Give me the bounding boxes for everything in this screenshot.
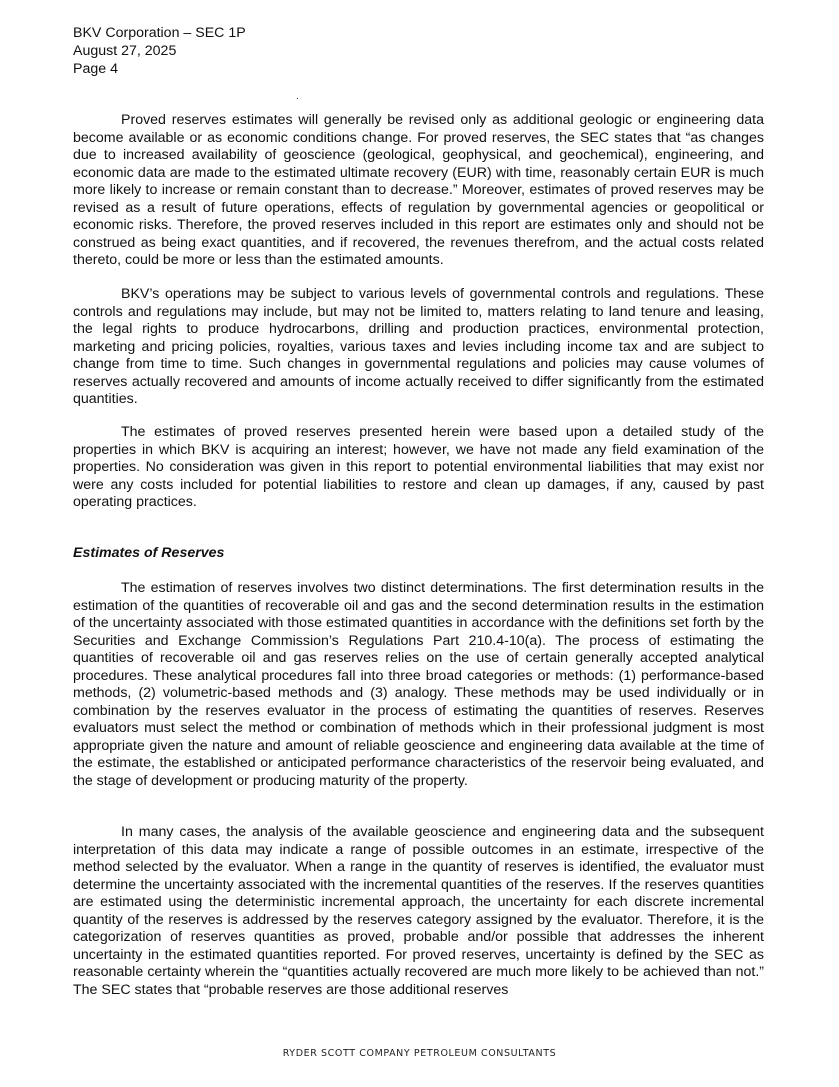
paragraph-regulations: BKV’s operations may be subject to various levels of governmental controls and regulations. These controls and regulations may include, but may not be limited to, matters relating to land tenure and leasing, the legal rights to produce hydrocarbons, drilling and production practices, environmental protection, marketing and pricing policies, royalties, various taxes and levies including income tax and are subject to change from time to time. Such changes in governmental regulations and policies may cause volumes of reserves actually recovered and amounts of income actually received to differ significantly from the estimated quantities. [73, 286, 764, 407]
paragraph-study-basis: The estimates of proved reserves presented herein were based upon a detailed study of the properties in which BKV is acquiring an interest; however, we have not made any field examination of the properties. No consideration was given in this report to potential environmental liabilities that may exist nor were any costs included for potential liabilities to restore and clean up damages, if any, caused by past operating practices. [73, 424, 764, 510]
section-heading-estimates: Estimates of Reserves [73, 545, 225, 561]
stray-mark: . [296, 91, 299, 102]
paragraph-estimation-methods: The estimation of reserves involves two distinct determinations. The first determination results in the estimation of the quantities of recoverable oil and gas and the second determination results in the estimation of the uncertainty associated with those estimated quantities in accordance with the definitions set forth by the Securities and Exchange Commission’s Regulations Part 210.4-10(a). The process of estimating the quantities of recoverable oil and gas reserves relies on the use of certain generally accepted analytical procedures. These analytical procedures fall into three broad categories or methods: (1) performance-based methods, (2) volumetric-based methods and (3) analogy. These methods may be used individually or in combination by the reserves evaluator in the process of estimating the quantities of reserves. Reserves evaluators must select the method or combination of methods which in their professional judgment is most appropriate given the nature and amount of reliable geoscience and engineering data available at the time of the estimate, the established or anticipated performance characteristics of the reservoir being evaluated, and the stage of development or producing maturity of the property. [73, 580, 764, 789]
paragraph-revisions: Proved reserves estimates will generally be revised only as additional geologic or engineering data become available or as economic conditions change. For proved reserves, the SEC states that “as changes due to increased availability of geoscience (geological, geophysical, and geochemical), engineering, and economic data are made to the estimated ultimate recovery (EUR) with time, reasonably certain EUR is much more likely to increase or remain constant than to decrease.” Moreover, estimates of proved reserves may be revised as a result of future operations, effects of regulation by governmental agencies or geopolitical or economic risks. Therefore, the proved reserves included in this report are estimates only and should not be construed as being exact quantities, and if recovered, the revenues therefrom, and the actual costs related thereto, could be more or less than the estimated amounts. [73, 112, 764, 268]
header-page-number: Page 4 [73, 61, 118, 77]
letter-header [73, 24, 246, 78]
header-date: August 27, 2025 [73, 43, 177, 59]
paragraph-uncertainty: In many cases, the analysis of the available geoscience and engineering data and the subsequent interpretation of this data may indicate a range of possible outcomes in an estimate, irrespective of the method selected by the evaluator. When a range in the quantity of reserves is identified, the evaluator must determine the uncertainty associated with the incremental quantities of the reserves. If the reserves quantities are estimated using the deterministic incremental approach, the uncertainty for each discrete incremental quantity of the reserves is addressed by the reserves category assigned by the evaluator. Therefore, it is the categorization of reserves quantities as proved, probable and/or possible that addresses the inherent uncertainty in the estimated quantities reported. For proved reserves, uncertainty is defined by the SEC as reasonable certainty wherein the “quantities actually recovered are much more likely to be achieved than not.” The SEC states that “probable reserves are those additional reserves [73, 824, 764, 998]
header-company: BKV Corporation – SEC 1P [73, 25, 246, 41]
footer-company-name: RYDER SCOTT COMPANY PETROLEUM CONSULTANTS [282, 1048, 557, 1059]
